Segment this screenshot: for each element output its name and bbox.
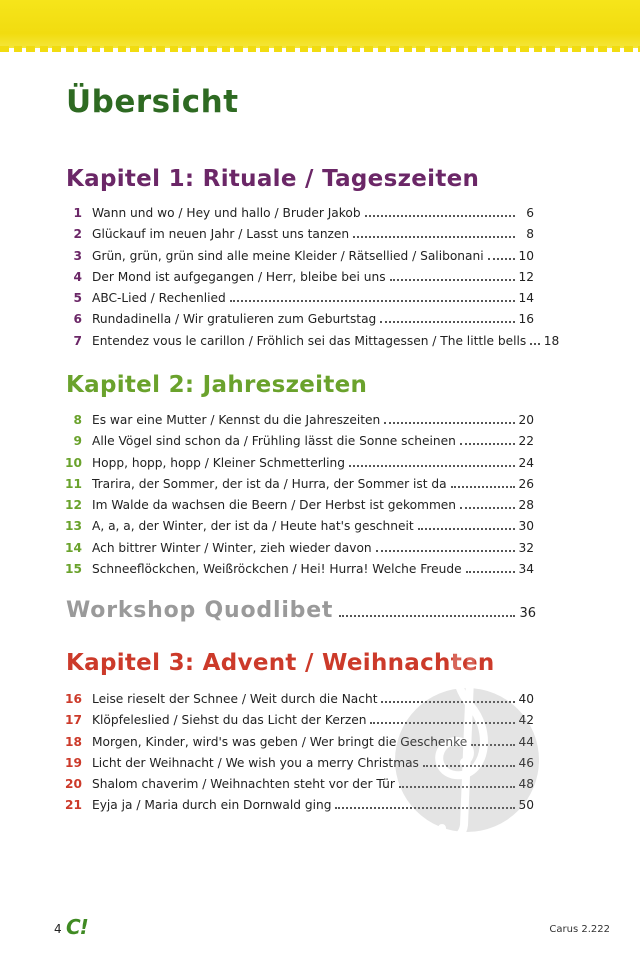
- dot-leader: [349, 465, 515, 467]
- dot-leader: [381, 701, 515, 703]
- entry-title: Der Mond ist aufgegangen / Herr, bleibe bei uns: [92, 269, 386, 284]
- dot-leader: [365, 215, 515, 217]
- dot-leader: [530, 343, 540, 345]
- entry-title: Licht der Weihnacht / We wish you a merry Christmas: [92, 755, 419, 770]
- dot-leader: [460, 443, 515, 445]
- dot-leader: [339, 615, 515, 617]
- entry-title: A, a, a, der Winter, der ist da / Heute hat's geschneit: [92, 519, 414, 534]
- entry-number: 16: [65, 692, 82, 706]
- entry-number: 1: [73, 206, 82, 220]
- dot-leader: [418, 528, 515, 530]
- toc-entry[interactable]: [62, 559, 534, 580]
- entry-number: 2: [73, 227, 82, 242]
- entry-page: 6: [526, 206, 534, 220]
- toc-entry[interactable]: [62, 710, 534, 731]
- chapter-1-list: [62, 203, 560, 352]
- entry-title: Morgen, Kinder, wird's was geben / Wer bringt die Geschenke: [92, 734, 468, 749]
- dot-leader: [353, 236, 515, 238]
- entry-page: 22: [518, 434, 534, 449]
- entry-number: 13: [65, 519, 82, 534]
- entry-page: 30: [518, 519, 534, 534]
- dot-leader: [488, 258, 515, 260]
- workshop-entry[interactable]: [66, 598, 536, 632]
- dot-leader: [384, 422, 515, 424]
- entry-page: 8: [526, 227, 534, 242]
- entry-number: 9: [73, 434, 82, 449]
- toc-entry[interactable]: [62, 516, 534, 537]
- dot-leader: [451, 486, 515, 488]
- entry-page: 10: [518, 248, 534, 263]
- entry-number: 17: [65, 713, 82, 728]
- toc-entry[interactable]: [62, 431, 534, 452]
- entry-page: 26: [518, 476, 534, 491]
- toc-entry[interactable]: [62, 267, 534, 288]
- toc-entry[interactable]: [62, 689, 534, 710]
- toc-entry[interactable]: [62, 203, 534, 224]
- entry-title: Shalom chaverim / Weihnachten steht vor der Tür: [92, 777, 395, 792]
- workshop-page: 36: [519, 606, 536, 621]
- footer-catalog-number: Carus 2.222: [549, 924, 610, 935]
- toc-entry[interactable]: [62, 774, 534, 795]
- entry-number: 19: [65, 755, 82, 770]
- chapter-2-heading: Kapitel 2: Jahreszeiten: [66, 372, 368, 398]
- dot-leader: [471, 744, 515, 746]
- dot-leader: [230, 300, 515, 302]
- entry-title: Rundadinella / Wir gratulieren zum Geburtstag: [92, 312, 377, 327]
- entry-page: 14: [518, 291, 534, 306]
- entry-title: Ach bittrer Winter / Winter, zieh wieder davon: [92, 540, 372, 555]
- entry-title: Hopp, hopp, hopp / Kleiner Schmetterling: [92, 455, 345, 470]
- dot-leader: [423, 765, 515, 767]
- toc-entry[interactable]: [62, 246, 534, 267]
- entry-page: 24: [518, 455, 534, 470]
- entry-page: 16: [518, 312, 534, 327]
- entry-number: 12: [65, 498, 82, 513]
- chapter-3-heading: Kapitel 3: Advent / Weihnachten: [66, 650, 495, 676]
- entry-number: 6: [73, 312, 82, 327]
- entry-title: Glückauf im neuen Jahr / Lasst uns tanzen: [92, 227, 350, 242]
- entry-page: 50: [518, 798, 534, 813]
- dot-leader: [370, 722, 515, 724]
- entry-title: Alle Vögel sind schon da / Frühling lässt die Sonne scheinen: [92, 434, 456, 449]
- dot-leader: [335, 807, 515, 809]
- toc-entry[interactable]: [62, 495, 534, 516]
- toc-entry[interactable]: [62, 474, 534, 495]
- entry-title: Es war eine Mutter / Kennst du die Jahreszeiten: [92, 413, 381, 427]
- toc-entry[interactable]: [62, 410, 534, 431]
- entry-title: Eyja ja / Maria durch ein Dornwald ging: [92, 798, 332, 813]
- toc-entry[interactable]: [62, 331, 560, 352]
- toc-entry[interactable]: [62, 453, 534, 474]
- toc-entry[interactable]: [62, 753, 534, 774]
- entry-title: Trarira, der Sommer, der ist da / Hurra, der Sommer ist da: [92, 476, 447, 491]
- entry-page: 48: [518, 777, 534, 792]
- toc-entry[interactable]: [62, 309, 534, 330]
- entry-number: 8: [73, 413, 82, 427]
- chapter-1-heading: Kapitel 1: Rituale / Tageszeiten: [66, 166, 480, 192]
- entry-title: Im Walde da wachsen die Beern / Der Herbst ist gekommen: [92, 498, 457, 513]
- dot-leader: [376, 550, 515, 552]
- dot-leader: [390, 279, 515, 281]
- entry-number: 18: [65, 734, 82, 749]
- entry-page: 18: [543, 333, 560, 348]
- toc-entry[interactable]: [62, 538, 534, 559]
- entry-page: 46: [518, 755, 534, 770]
- dot-leader: [380, 321, 515, 323]
- entry-number: 3: [73, 248, 82, 263]
- dot-leader: [399, 786, 515, 788]
- entry-page: 42: [518, 713, 534, 728]
- entry-title: Klöpfeleslied / Siehst du das Licht der Kerzen: [92, 713, 367, 728]
- publisher-logo: C!: [66, 915, 88, 939]
- entry-number: 7: [73, 333, 82, 348]
- entry-page: 34: [518, 562, 534, 577]
- toc-entry[interactable]: [62, 732, 534, 753]
- chapter-3-list: [62, 689, 534, 817]
- chapter-2-list: [62, 410, 534, 580]
- entry-number: 14: [65, 540, 82, 555]
- workshop-title: Workshop Quodlibet: [66, 598, 334, 623]
- entry-page: 44: [518, 734, 534, 749]
- toc-entry[interactable]: [62, 224, 534, 245]
- entry-page: 20: [518, 413, 534, 427]
- entry-title: Leise rieselt der Schnee / Weit durch die Nacht: [92, 692, 378, 706]
- footer-page-number: 4: [54, 922, 62, 936]
- entry-page: 32: [518, 540, 534, 555]
- dot-leader: [460, 507, 515, 509]
- entry-title: ABC-Lied / Rechenlied: [92, 291, 226, 306]
- entry-page: 40: [518, 692, 534, 706]
- entry-page: 12: [518, 269, 534, 284]
- entry-title: Schneeflöckchen, Weißröckchen / Hei! Hurra! Welche Freude: [92, 562, 462, 577]
- entry-page: 28: [518, 498, 534, 513]
- entry-title: Entendez vous le carillon / Fröhlich sei das Mittagessen / The little bells: [92, 333, 527, 348]
- page-title: Übersicht: [66, 84, 239, 120]
- entry-number: 15: [65, 562, 82, 577]
- entry-number: 5: [73, 291, 82, 306]
- entry-number: 11: [65, 476, 82, 491]
- toc-entry[interactable]: [62, 288, 534, 309]
- entry-number: 10: [65, 455, 82, 470]
- toc-entry[interactable]: [62, 795, 534, 816]
- entry-number: 20: [65, 777, 82, 792]
- entry-title: Grün, grün, grün sind alle meine Kleider / Rätsellied / Salibonani: [92, 248, 484, 263]
- top-yellow-band: [0, 0, 640, 48]
- dot-leader: [466, 571, 515, 573]
- entry-number: 4: [73, 269, 82, 284]
- entry-number: 21: [65, 798, 82, 813]
- entry-title: Wann und wo / Hey und hallo / Bruder Jakob: [92, 206, 361, 220]
